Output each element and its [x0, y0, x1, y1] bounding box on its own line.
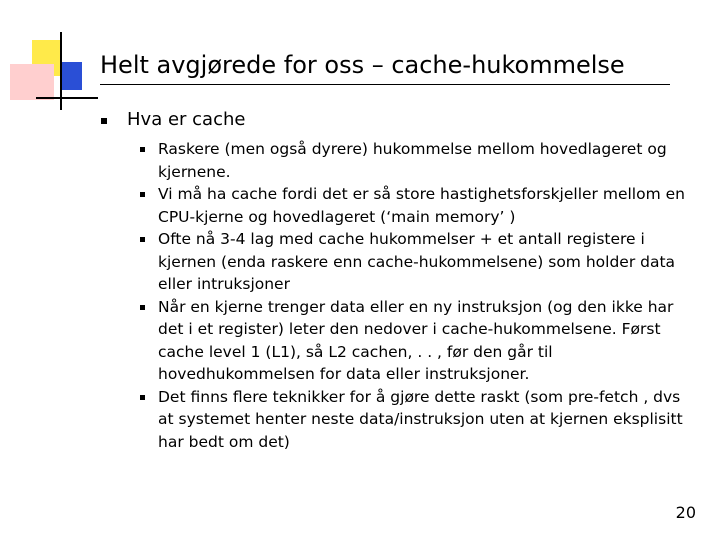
- sub-bullet-text: Det finns flere teknikker for å gjøre dette raskt (som pre-fetch , dvs at systemet henter neste data/instruksjon uten at kjernen eksplisitt har bedt om det): [158, 387, 683, 451]
- square-bullet-icon: [101, 118, 107, 124]
- sub-bullet-item: [136, 228, 688, 296]
- sub-bullet-text: Raskere (men også dyrere) hukommelse mellom hovedlageret og kjernene.: [158, 140, 667, 181]
- square-bullet-icon: [140, 147, 145, 152]
- main-bullet-text: Hva er cache: [127, 109, 246, 130]
- sub-bullet-item: [136, 386, 688, 454]
- square-bullet-icon: [140, 237, 145, 242]
- title-divider: [100, 84, 670, 85]
- sub-bullet-text: Når en kjerne trenger data eller en ny instruksjon (og den ikke har det i et register) leter den nedover i cache-hukommelsene. Først cache level 1 (L1), så L2 cachen, . . , før den går til hovedhukommelsen for data eller instruksjoner.: [158, 297, 674, 383]
- sub-bullet-text: Vi må ha cache fordi det er så store hastighetsforskjeller mellom en CPU-kjerne og hovedlageret (‘main memory’ ): [158, 185, 685, 226]
- sub-bullet-text: Ofte nå 3-4 lag med cache hukommelser + et antall registere i kjernen (enda raskere enn cache-hukommelsene) som holder data eller intruksjoner: [158, 230, 676, 293]
- sub-bullet-item: [136, 138, 688, 183]
- square-bullet-icon: [140, 395, 145, 400]
- square-bullet-icon: [140, 305, 145, 310]
- slide-title: Helt avgjørede for oss – cache-hukommelse: [100, 51, 625, 79]
- logo-blue-square: [62, 62, 82, 90]
- main-bullet-list: [100, 108, 680, 132]
- sub-bullet-item: [136, 183, 688, 228]
- logo-red-square: [10, 64, 54, 100]
- main-bullet: [100, 108, 680, 132]
- logo-horizontal-line: [36, 97, 98, 99]
- sub-bullet-list: [136, 138, 688, 453]
- square-bullet-icon: [140, 192, 145, 197]
- slide-logo-icon: [0, 0, 100, 110]
- page-number: 20: [675, 503, 696, 522]
- sub-bullet-item: [136, 296, 688, 386]
